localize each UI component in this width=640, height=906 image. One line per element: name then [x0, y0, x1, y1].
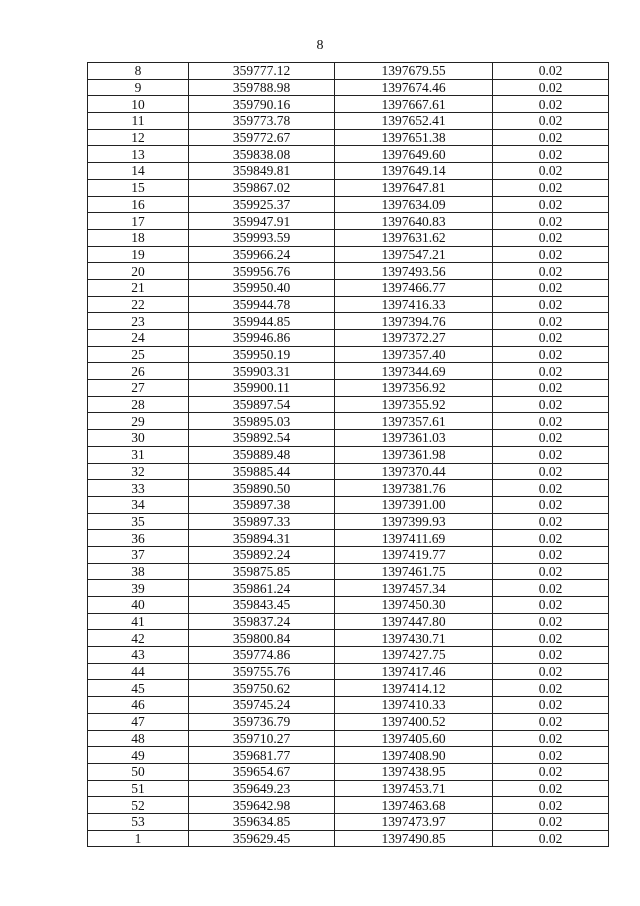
y-coordinate-cell: 1397453.71 — [335, 780, 493, 797]
table-row — [88, 396, 609, 413]
point-number-cell: 36 — [88, 530, 189, 547]
y-coordinate-cell: 1397457.34 — [335, 580, 493, 597]
x-coordinate-cell: 359956.76 — [189, 263, 335, 280]
accuracy-cell: 0.02 — [493, 780, 609, 797]
table-row — [88, 680, 609, 697]
y-coordinate-cell: 1397357.61 — [335, 413, 493, 430]
table-row — [88, 346, 609, 363]
accuracy-cell: 0.02 — [493, 363, 609, 380]
table-row — [88, 363, 609, 380]
y-coordinate-cell: 1397416.33 — [335, 296, 493, 313]
y-coordinate-cell: 1397631.62 — [335, 229, 493, 246]
coordinates-table — [87, 62, 609, 847]
x-coordinate-cell: 359944.78 — [189, 296, 335, 313]
x-coordinate-cell: 359736.79 — [189, 713, 335, 730]
point-number-cell: 43 — [88, 647, 189, 664]
table-row — [88, 163, 609, 180]
accuracy-cell: 0.02 — [493, 647, 609, 664]
table-row — [88, 813, 609, 830]
x-coordinate-cell: 359774.86 — [189, 647, 335, 664]
point-number-cell: 41 — [88, 613, 189, 630]
y-coordinate-cell: 1397438.95 — [335, 763, 493, 780]
point-number-cell: 10 — [88, 96, 189, 113]
point-number-cell: 37 — [88, 546, 189, 563]
point-number-cell: 45 — [88, 680, 189, 697]
point-number-cell: 34 — [88, 496, 189, 513]
y-coordinate-cell: 1397357.40 — [335, 346, 493, 363]
x-coordinate-cell: 359861.24 — [189, 580, 335, 597]
point-number-cell: 51 — [88, 780, 189, 797]
point-number-cell: 24 — [88, 330, 189, 347]
y-coordinate-cell: 1397651.38 — [335, 129, 493, 146]
accuracy-cell: 0.02 — [493, 513, 609, 530]
table-row — [88, 597, 609, 614]
table-row — [88, 713, 609, 730]
x-coordinate-cell: 359867.02 — [189, 179, 335, 196]
y-coordinate-cell: 1397647.81 — [335, 179, 493, 196]
y-coordinate-cell: 1397361.98 — [335, 446, 493, 463]
y-coordinate-cell: 1397381.76 — [335, 480, 493, 497]
y-coordinate-cell: 1397417.46 — [335, 663, 493, 680]
table-row — [88, 380, 609, 397]
x-coordinate-cell: 359642.98 — [189, 797, 335, 814]
x-coordinate-cell: 359946.86 — [189, 330, 335, 347]
accuracy-cell: 0.02 — [493, 763, 609, 780]
x-coordinate-cell: 359750.62 — [189, 680, 335, 697]
x-coordinate-cell: 359903.31 — [189, 363, 335, 380]
table-row — [88, 63, 609, 80]
point-number-cell: 14 — [88, 163, 189, 180]
y-coordinate-cell: 1397473.97 — [335, 813, 493, 830]
x-coordinate-cell: 359950.19 — [189, 346, 335, 363]
accuracy-cell: 0.02 — [493, 630, 609, 647]
y-coordinate-cell: 1397447.80 — [335, 613, 493, 630]
y-coordinate-cell: 1397640.83 — [335, 213, 493, 230]
y-coordinate-cell: 1397394.76 — [335, 313, 493, 330]
accuracy-cell: 0.02 — [493, 129, 609, 146]
point-number-cell: 35 — [88, 513, 189, 530]
point-number-cell: 29 — [88, 413, 189, 430]
table-row — [88, 313, 609, 330]
table-row — [88, 96, 609, 113]
coordinates-table-body — [88, 63, 609, 847]
table-row — [88, 430, 609, 447]
point-number-cell: 52 — [88, 797, 189, 814]
accuracy-cell: 0.02 — [493, 830, 609, 847]
table-row — [88, 296, 609, 313]
point-number-cell: 27 — [88, 380, 189, 397]
x-coordinate-cell: 359773.78 — [189, 113, 335, 130]
point-number-cell: 28 — [88, 396, 189, 413]
point-number-cell: 38 — [88, 563, 189, 580]
y-coordinate-cell: 1397427.75 — [335, 647, 493, 664]
point-number-cell: 26 — [88, 363, 189, 380]
x-coordinate-cell: 359800.84 — [189, 630, 335, 647]
accuracy-cell: 0.02 — [493, 496, 609, 513]
point-number-cell: 39 — [88, 580, 189, 597]
x-coordinate-cell: 359837.24 — [189, 613, 335, 630]
y-coordinate-cell: 1397405.60 — [335, 730, 493, 747]
point-number-cell: 13 — [88, 146, 189, 163]
point-number-cell: 22 — [88, 296, 189, 313]
x-coordinate-cell: 359900.11 — [189, 380, 335, 397]
table-row — [88, 79, 609, 96]
x-coordinate-cell: 359790.16 — [189, 96, 335, 113]
point-number-cell: 32 — [88, 463, 189, 480]
point-number-cell: 18 — [88, 229, 189, 246]
point-number-cell: 21 — [88, 279, 189, 296]
y-coordinate-cell: 1397344.69 — [335, 363, 493, 380]
x-coordinate-cell: 359950.40 — [189, 279, 335, 296]
y-coordinate-cell: 1397667.61 — [335, 96, 493, 113]
x-coordinate-cell: 359966.24 — [189, 246, 335, 263]
table-row — [88, 229, 609, 246]
x-coordinate-cell: 359993.59 — [189, 229, 335, 246]
x-coordinate-cell: 359788.98 — [189, 79, 335, 96]
table-row — [88, 179, 609, 196]
accuracy-cell: 0.02 — [493, 380, 609, 397]
x-coordinate-cell: 359947.91 — [189, 213, 335, 230]
accuracy-cell: 0.02 — [493, 597, 609, 614]
table-row — [88, 580, 609, 597]
y-coordinate-cell: 1397411.69 — [335, 530, 493, 547]
x-coordinate-cell: 359772.67 — [189, 129, 335, 146]
x-coordinate-cell: 359925.37 — [189, 196, 335, 213]
point-number-cell: 50 — [88, 763, 189, 780]
point-number-cell: 47 — [88, 713, 189, 730]
point-number-cell: 11 — [88, 113, 189, 130]
y-coordinate-cell: 1397391.00 — [335, 496, 493, 513]
y-coordinate-cell: 1397652.41 — [335, 113, 493, 130]
point-number-cell: 42 — [88, 630, 189, 647]
x-coordinate-cell: 359892.54 — [189, 430, 335, 447]
y-coordinate-cell: 1397370.44 — [335, 463, 493, 480]
y-coordinate-cell: 1397547.21 — [335, 246, 493, 263]
point-number-cell: 30 — [88, 430, 189, 447]
table-row — [88, 546, 609, 563]
table-row — [88, 797, 609, 814]
accuracy-cell: 0.02 — [493, 797, 609, 814]
x-coordinate-cell: 359889.48 — [189, 446, 335, 463]
accuracy-cell: 0.02 — [493, 530, 609, 547]
table-row — [88, 279, 609, 296]
y-coordinate-cell: 1397493.56 — [335, 263, 493, 280]
accuracy-cell: 0.02 — [493, 313, 609, 330]
table-row — [88, 663, 609, 680]
table-row — [88, 446, 609, 463]
y-coordinate-cell: 1397490.85 — [335, 830, 493, 847]
y-coordinate-cell: 1397414.12 — [335, 680, 493, 697]
y-coordinate-cell: 1397356.92 — [335, 380, 493, 397]
point-number-cell: 49 — [88, 747, 189, 764]
accuracy-cell: 0.02 — [493, 713, 609, 730]
accuracy-cell: 0.02 — [493, 179, 609, 196]
accuracy-cell: 0.02 — [493, 697, 609, 714]
y-coordinate-cell: 1397430.71 — [335, 630, 493, 647]
point-number-cell: 33 — [88, 480, 189, 497]
table-row — [88, 697, 609, 714]
y-coordinate-cell: 1397674.46 — [335, 79, 493, 96]
accuracy-cell: 0.02 — [493, 747, 609, 764]
x-coordinate-cell: 359710.27 — [189, 730, 335, 747]
x-coordinate-cell: 359843.45 — [189, 597, 335, 614]
accuracy-cell: 0.02 — [493, 229, 609, 246]
table-row — [88, 747, 609, 764]
y-coordinate-cell: 1397634.09 — [335, 196, 493, 213]
table-row — [88, 830, 609, 847]
y-coordinate-cell: 1397372.27 — [335, 330, 493, 347]
x-coordinate-cell: 359894.31 — [189, 530, 335, 547]
point-number-cell: 19 — [88, 246, 189, 263]
x-coordinate-cell: 359634.85 — [189, 813, 335, 830]
accuracy-cell: 0.02 — [493, 296, 609, 313]
accuracy-cell: 0.02 — [493, 79, 609, 96]
table-row — [88, 530, 609, 547]
y-coordinate-cell: 1397649.14 — [335, 163, 493, 180]
accuracy-cell: 0.02 — [493, 96, 609, 113]
point-number-cell: 31 — [88, 446, 189, 463]
y-coordinate-cell: 1397408.90 — [335, 747, 493, 764]
accuracy-cell: 0.02 — [493, 613, 609, 630]
accuracy-cell: 0.02 — [493, 430, 609, 447]
accuracy-cell: 0.02 — [493, 196, 609, 213]
table-row — [88, 146, 609, 163]
table-row — [88, 330, 609, 347]
accuracy-cell: 0.02 — [493, 396, 609, 413]
accuracy-cell: 0.02 — [493, 563, 609, 580]
point-number-cell: 53 — [88, 813, 189, 830]
point-number-cell: 9 — [88, 79, 189, 96]
y-coordinate-cell: 1397466.77 — [335, 279, 493, 296]
y-coordinate-cell: 1397361.03 — [335, 430, 493, 447]
accuracy-cell: 0.02 — [493, 330, 609, 347]
y-coordinate-cell: 1397399.93 — [335, 513, 493, 530]
accuracy-cell: 0.02 — [493, 246, 609, 263]
point-number-cell: 15 — [88, 179, 189, 196]
x-coordinate-cell: 359885.44 — [189, 463, 335, 480]
point-number-cell: 20 — [88, 263, 189, 280]
point-number-cell: 23 — [88, 313, 189, 330]
accuracy-cell: 0.02 — [493, 446, 609, 463]
table-row — [88, 513, 609, 530]
accuracy-cell: 0.02 — [493, 279, 609, 296]
point-number-cell: 8 — [88, 63, 189, 80]
accuracy-cell: 0.02 — [493, 546, 609, 563]
x-coordinate-cell: 359755.76 — [189, 663, 335, 680]
y-coordinate-cell: 1397649.60 — [335, 146, 493, 163]
x-coordinate-cell: 359892.24 — [189, 546, 335, 563]
x-coordinate-cell: 359890.50 — [189, 480, 335, 497]
y-coordinate-cell: 1397400.52 — [335, 713, 493, 730]
table-row — [88, 113, 609, 130]
table-row — [88, 613, 609, 630]
x-coordinate-cell: 359629.45 — [189, 830, 335, 847]
point-number-cell: 12 — [88, 129, 189, 146]
x-coordinate-cell: 359875.85 — [189, 563, 335, 580]
accuracy-cell: 0.02 — [493, 730, 609, 747]
table-row — [88, 263, 609, 280]
x-coordinate-cell: 359897.33 — [189, 513, 335, 530]
accuracy-cell: 0.02 — [493, 163, 609, 180]
y-coordinate-cell: 1397410.33 — [335, 697, 493, 714]
accuracy-cell: 0.02 — [493, 813, 609, 830]
point-number-cell: 1 — [88, 830, 189, 847]
accuracy-cell: 0.02 — [493, 463, 609, 480]
x-coordinate-cell: 359897.54 — [189, 396, 335, 413]
point-number-cell: 44 — [88, 663, 189, 680]
x-coordinate-cell: 359681.77 — [189, 747, 335, 764]
x-coordinate-cell: 359895.03 — [189, 413, 335, 430]
accuracy-cell: 0.02 — [493, 480, 609, 497]
accuracy-cell: 0.02 — [493, 63, 609, 80]
accuracy-cell: 0.02 — [493, 663, 609, 680]
table-row — [88, 763, 609, 780]
accuracy-cell: 0.02 — [493, 346, 609, 363]
y-coordinate-cell: 1397679.55 — [335, 63, 493, 80]
accuracy-cell: 0.02 — [493, 113, 609, 130]
table-row — [88, 480, 609, 497]
point-number-cell: 40 — [88, 597, 189, 614]
y-coordinate-cell: 1397355.92 — [335, 396, 493, 413]
accuracy-cell: 0.02 — [493, 413, 609, 430]
y-coordinate-cell: 1397450.30 — [335, 597, 493, 614]
table-row — [88, 563, 609, 580]
y-coordinate-cell: 1397419.77 — [335, 546, 493, 563]
table-row — [88, 730, 609, 747]
table-row — [88, 213, 609, 230]
point-number-cell: 16 — [88, 196, 189, 213]
accuracy-cell: 0.02 — [493, 146, 609, 163]
x-coordinate-cell: 359838.08 — [189, 146, 335, 163]
table-row — [88, 630, 609, 647]
table-row — [88, 413, 609, 430]
table-row — [88, 196, 609, 213]
table-row — [88, 463, 609, 480]
x-coordinate-cell: 359897.38 — [189, 496, 335, 513]
table-row — [88, 246, 609, 263]
accuracy-cell: 0.02 — [493, 680, 609, 697]
y-coordinate-cell: 1397461.75 — [335, 563, 493, 580]
accuracy-cell: 0.02 — [493, 263, 609, 280]
x-coordinate-cell: 359649.23 — [189, 780, 335, 797]
x-coordinate-cell: 359654.67 — [189, 763, 335, 780]
point-number-cell: 25 — [88, 346, 189, 363]
table-row — [88, 647, 609, 664]
table-row — [88, 496, 609, 513]
point-number-cell: 46 — [88, 697, 189, 714]
accuracy-cell: 0.02 — [493, 580, 609, 597]
page-number: 8 — [316, 38, 324, 53]
table-row — [88, 780, 609, 797]
x-coordinate-cell: 359944.85 — [189, 313, 335, 330]
point-number-cell: 17 — [88, 213, 189, 230]
x-coordinate-cell: 359849.81 — [189, 163, 335, 180]
x-coordinate-cell: 359745.24 — [189, 697, 335, 714]
point-number-cell: 48 — [88, 730, 189, 747]
x-coordinate-cell: 359777.12 — [189, 63, 335, 80]
y-coordinate-cell: 1397463.68 — [335, 797, 493, 814]
table-row — [88, 129, 609, 146]
accuracy-cell: 0.02 — [493, 213, 609, 230]
